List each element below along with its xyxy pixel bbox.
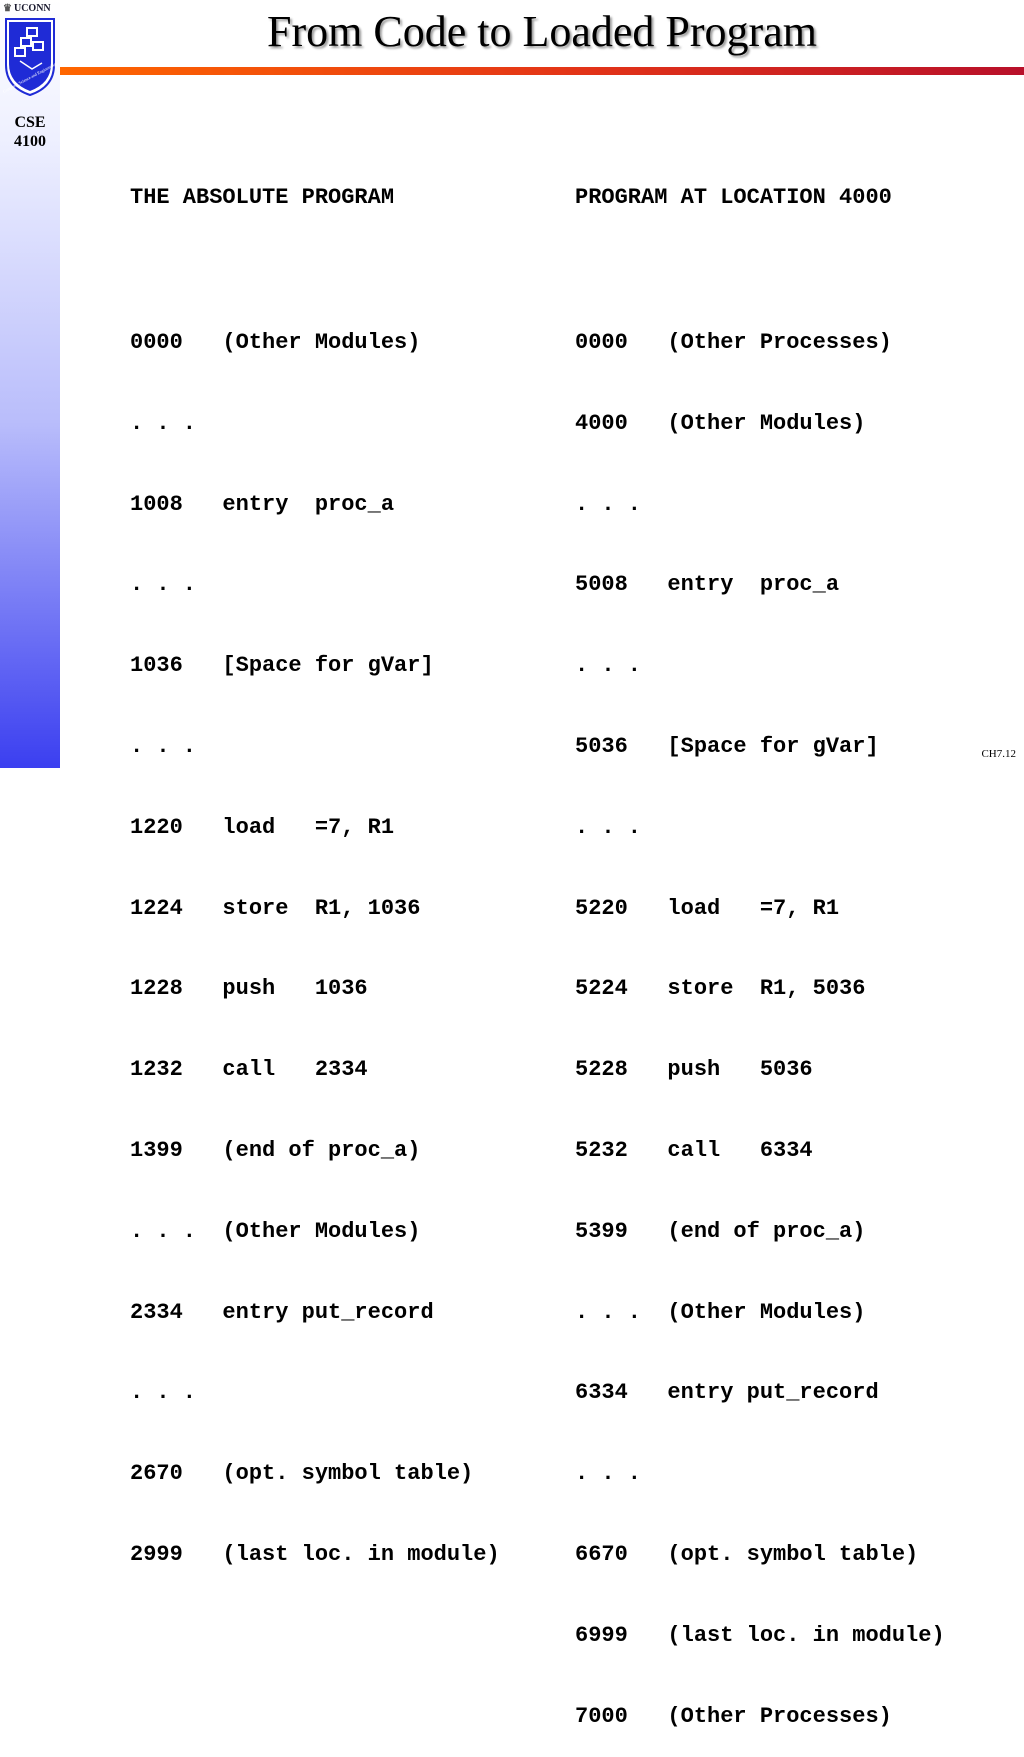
code-row: 1232 call 2334 [130, 1057, 368, 1083]
code-row: . . . [130, 1380, 197, 1406]
code-row: 2670 (opt. symbol table) [130, 1461, 474, 1487]
code-row: 1228 push 1036 [130, 976, 368, 1002]
code-row: . . . [575, 1461, 642, 1487]
code-row: 5232 call 6334 [575, 1137, 813, 1163]
code-row: . . . [575, 653, 642, 679]
code-row: . . . (Other Modules) [575, 1299, 866, 1325]
program-at-4000-column [575, 136, 945, 1757]
page-number: CH7.12 [981, 748, 1016, 760]
code-row: 1036 [Space for gVar] [130, 653, 434, 679]
code-row: 1220 load =7, R1 [130, 814, 395, 840]
code-row: 4000 (Other Modules) [575, 410, 866, 436]
code-row: 6334 entry put_record [575, 1380, 879, 1406]
code-row: . . . [130, 733, 197, 759]
code-row: 5036 [Space for gVar] [575, 733, 879, 759]
code-row: . . . [130, 572, 197, 598]
program-at-4000-heading: PROGRAM AT LOCATION 4000 [575, 185, 892, 210]
code-row: 2999 (last loc. in module) [130, 1541, 500, 1567]
code-row: . . . (Other Modules) [130, 1218, 421, 1244]
code-row: . . . [130, 410, 197, 436]
code-row: 1008 entry proc_a [130, 491, 395, 517]
uconn-logo [3, 0, 60, 16]
absolute-program-heading: THE ABSOLUTE PROGRAM [130, 185, 395, 210]
heading-gap [575, 266, 945, 278]
code-row: 5228 push 5036 [575, 1057, 813, 1083]
title-rule [60, 67, 1024, 75]
code-row: 6670 (opt. symbol table) [575, 1541, 919, 1567]
slide-title: From Code to Loaded Program [267, 7, 817, 56]
course-code-line1: CSE [14, 114, 46, 131]
sidebar [0, 0, 60, 768]
code-row: 0000 (Other Processes) [575, 330, 892, 355]
department-seal [2, 17, 58, 97]
code-row: 1224 store R1, 1036 [130, 895, 421, 921]
seal-text: Computer Science and Engineering [1, 61, 57, 94]
code-row: . . . [575, 814, 642, 840]
code-row: 5399 (end of proc_a) [575, 1218, 866, 1244]
heading-gap [130, 266, 500, 278]
code-row: 5008 entry proc_a [575, 572, 840, 598]
code-row: 5220 load =7, R1 [575, 895, 840, 921]
code-row: 5224 store R1, 5036 [575, 976, 866, 1002]
crest-icon: ♛ [3, 2, 12, 14]
code-row: . . . [575, 491, 642, 517]
course-code-line2: 4100 [14, 133, 46, 150]
code-row: 0000 (Other Modules) [130, 330, 421, 355]
uconn-wordmark: UCONN [13, 2, 51, 14]
code-row: 1399 (end of proc_a) [130, 1137, 421, 1163]
code-row: 2334 entry put_record [130, 1299, 434, 1325]
code-row: 6999 (last loc. in module) [575, 1622, 945, 1648]
code-row: 7000 (Other Processes) [575, 1703, 892, 1729]
absolute-program-column [130, 136, 500, 1596]
